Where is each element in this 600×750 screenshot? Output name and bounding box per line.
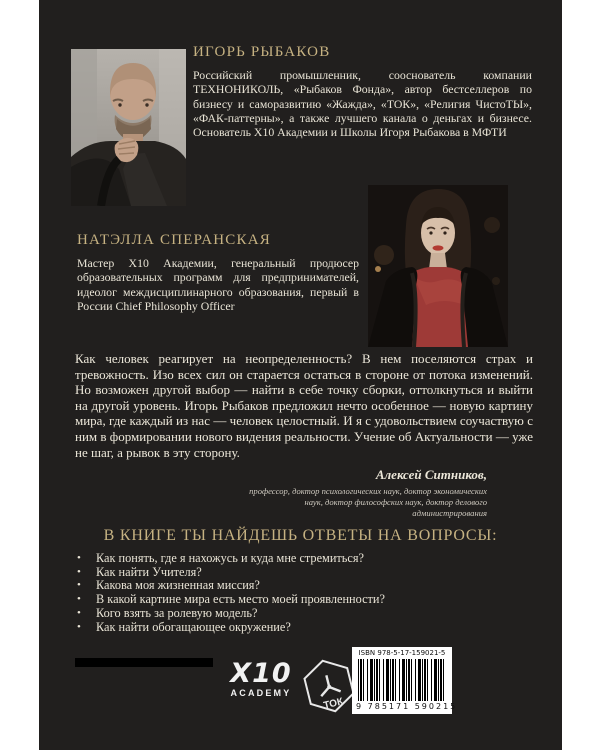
question-item: • Какова моя жизненная миссия?: [75, 579, 515, 593]
review-block: [75, 351, 533, 460]
question-item: • В какой картине мира есть место моей проявленности?: [75, 593, 515, 607]
x10-academy-logo: [225, 660, 297, 698]
author2-bio: Мастер Х10 Академии, генеральный продюсер образовательных программ для предпринимателей, идеолог междисциплинарного образования, первый в России Chief Philosophy Officer: [77, 256, 359, 313]
question-item: • Кого взять за ролевую модель?: [75, 607, 515, 621]
question-item: • Как найти обогащающее окружение?: [75, 621, 515, 635]
author1-bio: Российский промышленник, сооснователь компании ТЕХНОНИКОЛЬ, «Рыбаков Фонда», автор бестселлеров по бизнесу и саморазвитию «Жажда», «ТОК», «Религия ЧистоТЫ», «ФАК-паттерны», а также лучшего канала о деньгах и бизнесе. Основатель Х10 Академии и Школы Игоря Рыбакова в МФТИ: [193, 68, 532, 140]
review-author-name: Алексей Ситников,: [375, 467, 487, 482]
questions-heading: В КНИГЕ ТЫ НАЙДЕШЬ ОТВЕТЫ НА ВОПРОСЫ:: [103, 527, 498, 544]
author1-name: ИГОРЬ РЫБАКОВ: [193, 44, 331, 60]
tok-hexagon-icon: [301, 657, 357, 715]
barcode-bars: [358, 659, 446, 701]
review-attribution: [249, 467, 487, 519]
question-item: • Как понять, где я нахожусь и куда мне стремиться?: [75, 552, 515, 566]
x10-logo-text: X10: [230, 658, 292, 689]
x10-academy-text: ACADEMY: [230, 688, 292, 698]
author2-name: НАТЭЛЛА СПЕРАНСКАЯ: [77, 232, 271, 248]
decorative-black-bar: [75, 658, 213, 667]
author2-block: [77, 232, 359, 313]
questions-list: [75, 552, 515, 634]
igor-rybakov-photo: [71, 49, 186, 206]
question-item: • Как найти Учителя?: [75, 566, 515, 580]
natella-speranskaya-photo: [368, 185, 508, 347]
author1-block: [193, 44, 532, 139]
review-author-credentials: профессор, доктор психологических наук, доктор экономических наук, доктор философских наук, доктор делового администрирования: [249, 486, 487, 518]
tok-logo: [301, 657, 357, 715]
tok-logo-label: ТОК: [322, 696, 345, 712]
igor-rybakov-portrait-illustration: [71, 49, 186, 206]
isbn-barcode: [352, 647, 458, 714]
natella-speranskaya-portrait-illustration: [368, 185, 508, 347]
barcode-digits: 9 785171 590215: [356, 702, 458, 711]
review-text: Как человек реагирует на неопределенность? В нем поселяются страх и тревожность. Изо всех сил он старается остаться в стороне от потока изменений. Но возможен другой выбор — найти в себе точку сборки, оттолкнуться и выйти на другой уровень. Игорь Рыбаков предложил нечто особенное — новую картину мира, где каждый из нас — человек целостный. И я с удовольствием соучаствую с ним в формировании нового видения реальности. Учение об Актуальности — уже не шаг, а рывок в эту сторону.: [75, 351, 533, 460]
isbn-number: ISBN 978-5-17-159021-5: [358, 649, 446, 657]
book-cover: [39, 0, 562, 750]
